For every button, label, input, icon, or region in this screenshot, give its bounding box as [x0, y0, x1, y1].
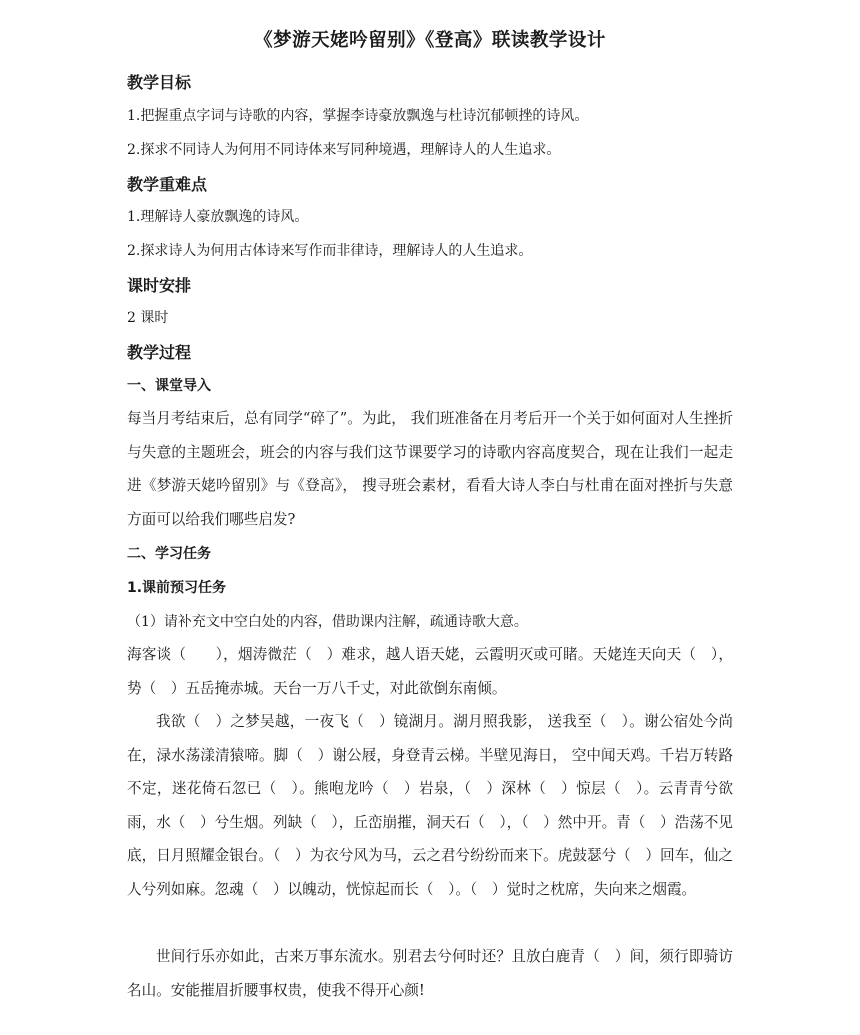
subheading-intro: 一、课堂导入 [127, 378, 211, 394]
section-heading-keypoints: 教学重难点 [127, 175, 208, 194]
poem-paragraph-3: 世间行乐亦如此，古来万事东流水。别君去兮何时还？且放白鹿青（ ）间，须行即骑访名山。安能摧眉折腰事权贵，使我不得开心颜! [127, 948, 733, 999]
document-title: 《梦游天姥吟留别》《登高》联读教学设计 [254, 30, 606, 51]
subheading-tasks: 二、学习任务 [127, 546, 211, 562]
poem-paragraph-2: 我欲（ ）之梦吴越，一夜飞（ ）镜湖月。湖月照我影， 送我至（ ）。谢公宿处今尚在，渌水荡漾清猿啼。脚（ ）谢公屐，身登青云梯。半壁见海日， 空中闻天鸡。千岩万转路不定，迷花倚石忽已（ ）。熊咆龙吟（ ）岩泉，（ ）深林（ ）惊层（ ）。云青青兮欲雨，水（ ）兮生烟。列缺（ ），丘峦崩摧，洞天石（ ），（ ）然中开。青（ ）浩荡不见底，日月照耀金银台。（ ）为衣兮风为马，云之君兮纷纷而来下。虎鼓瑟兮（ ）回车，仙之人兮列如麻。忽魂（ ）以魄动，恍惊起而长（ ）。（ ）觉时之枕席，失向来之烟霞。 [127, 713, 733, 898]
preview-instruction: （1）请补充文中空白处的内容，借助课内注解，疏通诗歌大意。 [127, 614, 528, 630]
goal-item-1: 1.把握重点字词与诗歌的内容，掌握李诗豪放飘逸与杜诗沉郁顿挫的诗风。 [127, 108, 589, 124]
section-heading-goals: 教学目标 [127, 73, 192, 92]
keypoint-item-1: 1.理解诗人豪放飘逸的诗风。 [127, 209, 309, 225]
schedule-text: 2 课时 [127, 310, 169, 326]
section-heading-process: 教学过程 [127, 343, 192, 362]
goal-item-2: 2.探求不同诗人为何用不同诗体来写同种境遇，理解诗人的人生追求。 [127, 142, 561, 158]
section-heading-schedule: 课时安排 [127, 276, 192, 295]
intro-paragraph: 每当月考结束后，总有同学“碎了”。为此， 我们班准备在月考后开一个关于如何面对人生挫折与失意的主题班会，班会的内容与我们这节课要学习的诗歌内容高度契合，现在让我们一起走进《梦游天姥吟留别》与《登高》， 搜寻班会素材，看看大诗人李白与杜甫在面对挫折与失意方面可以给我们哪些启发? [127, 410, 733, 528]
keypoint-item-2: 2.探求诗人为何用古体诗来写作而非律诗，理解诗人的人生追求。 [127, 243, 533, 259]
subheading-preview: 1.课前预习任务 [127, 580, 227, 596]
poem-paragraph-1: 海客谈（ ），烟涛微茫（ ）难求，越人语天姥，云霞明灭或可睹。天姥连天向天（ ），势（ ）五岳掩赤城。天台一万八千丈，对此欲倒东南倾。 [127, 646, 733, 697]
